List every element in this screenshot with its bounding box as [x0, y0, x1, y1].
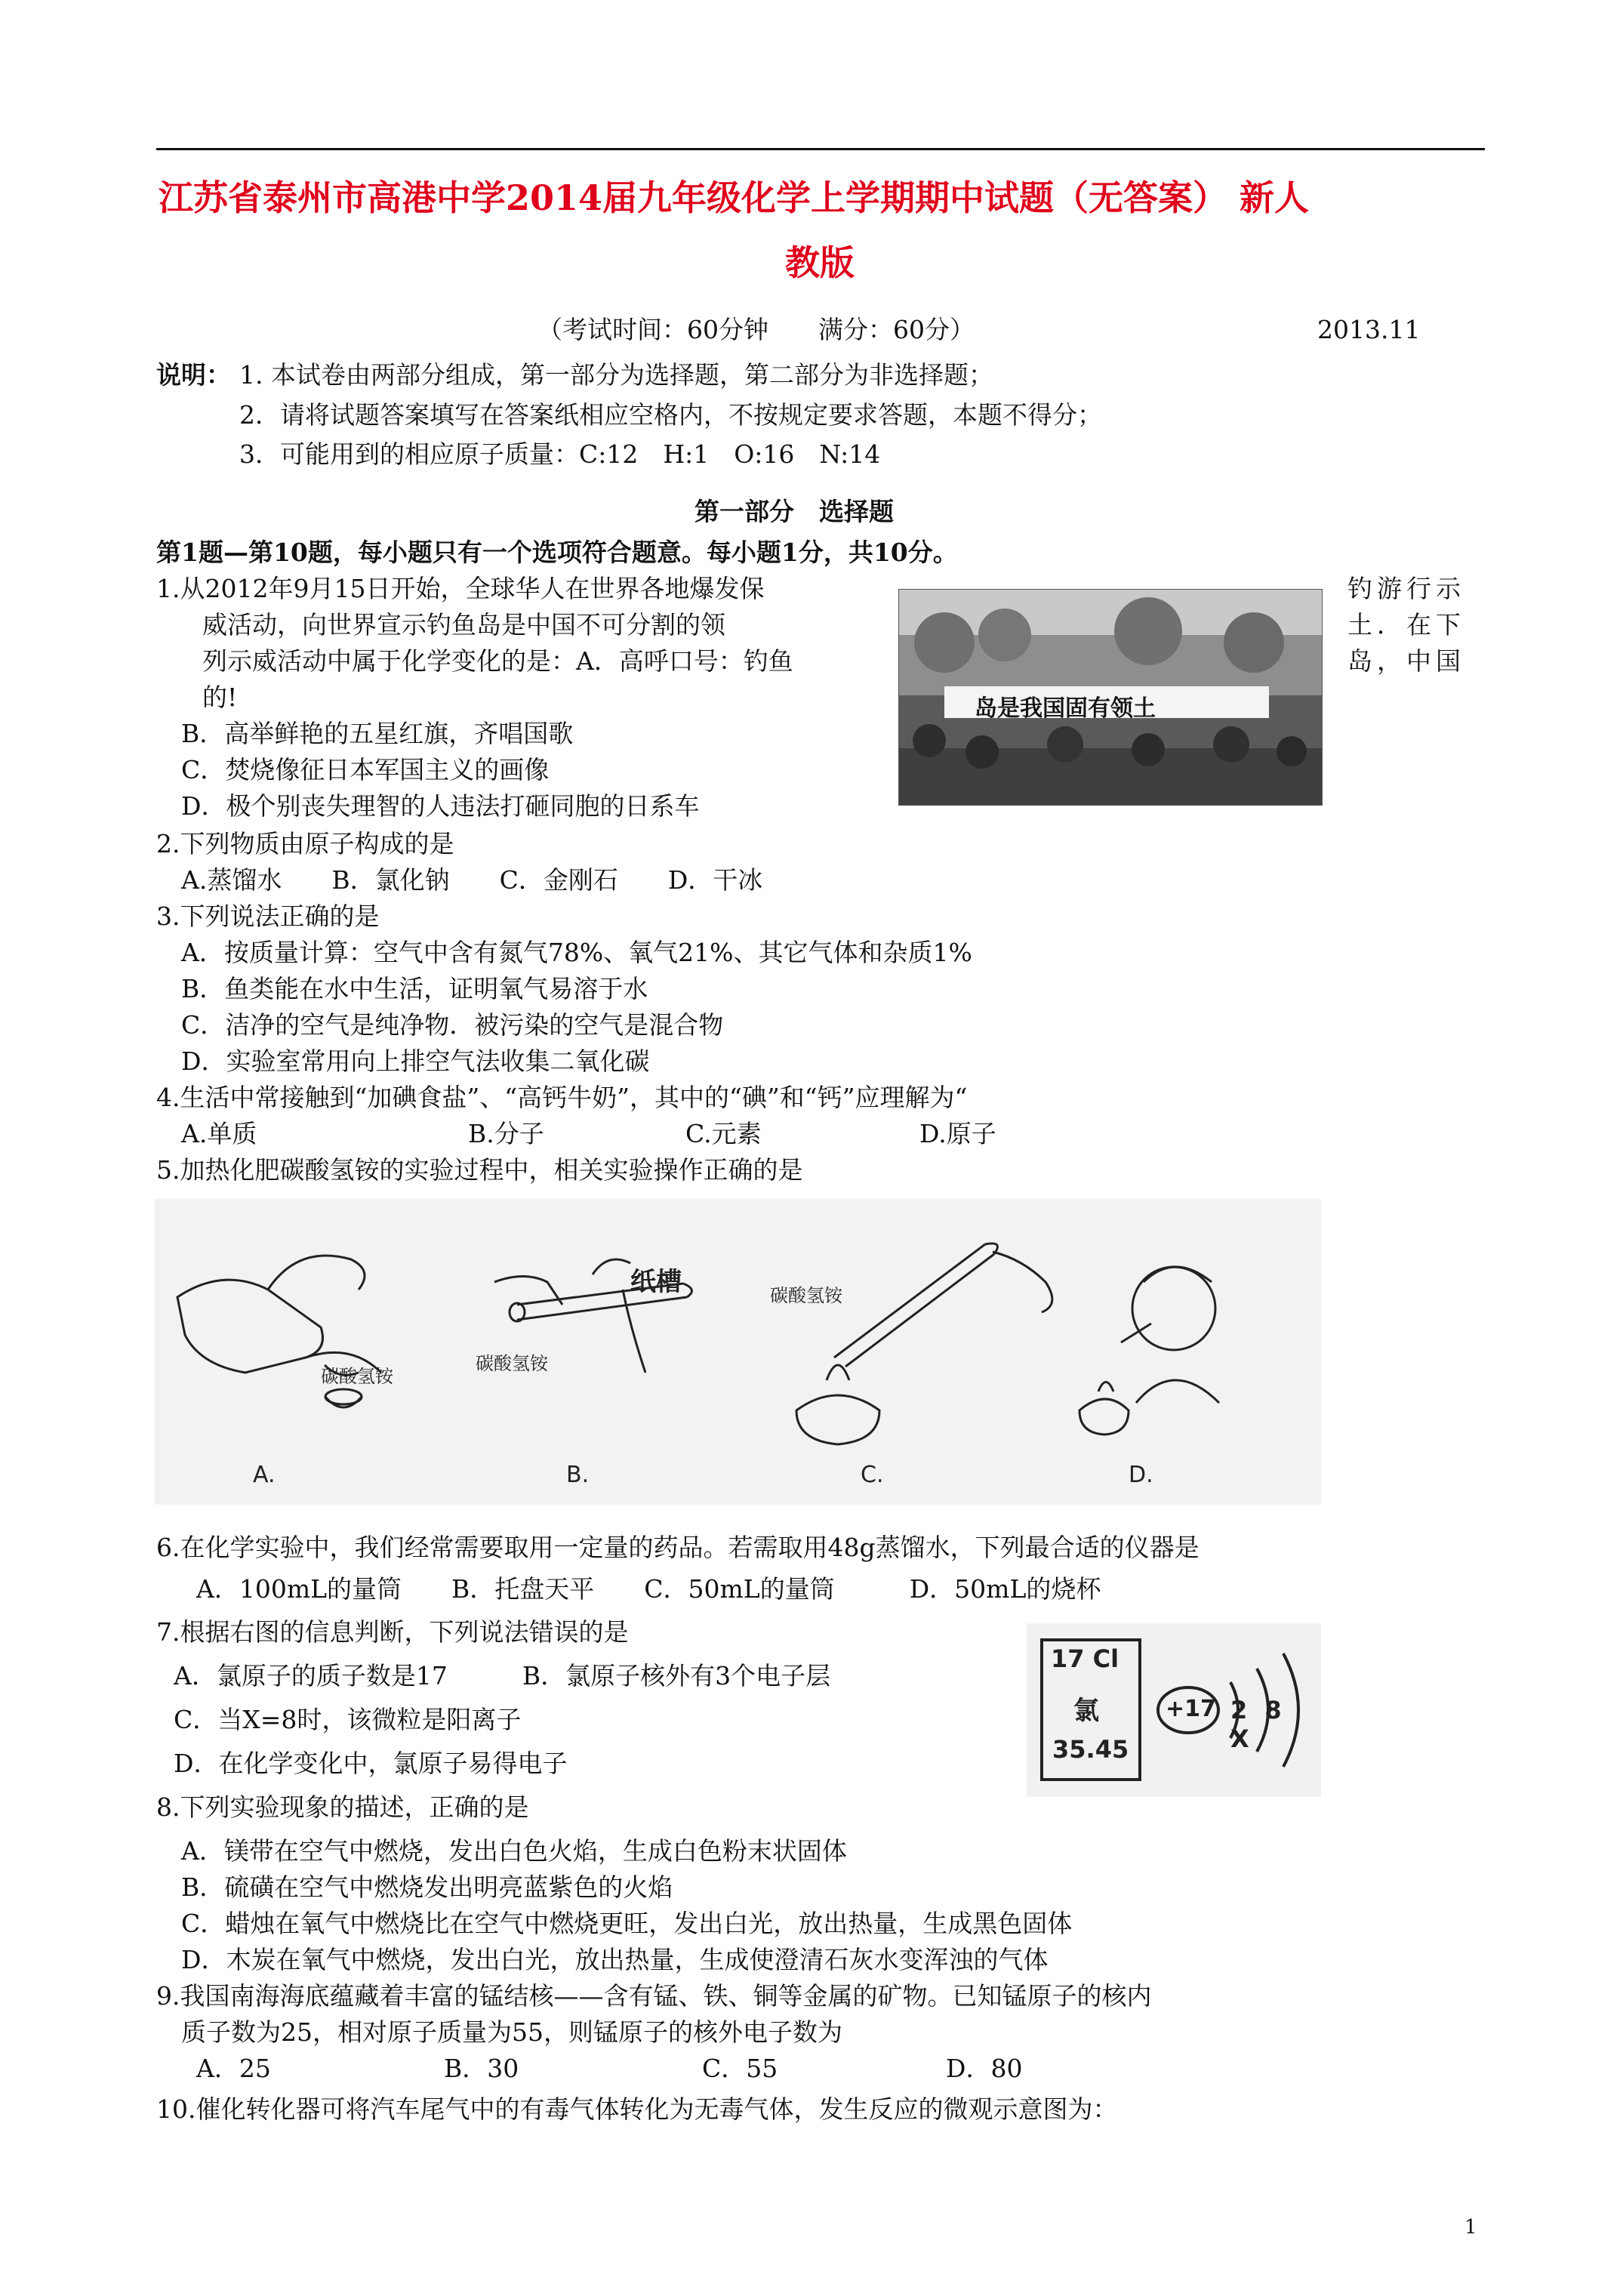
section-subtitle: 第1题—第10题，每小题只有一个选项符合题意。每小题1分，共10分。 — [156, 538, 958, 567]
q1-line2-right: 土．在下 — [1347, 610, 1465, 639]
page-title-line2: 教版 — [785, 242, 855, 283]
instruction-item-2: 2．请将试题答案填写在答案纸相应空格内，不按规定要求答题，本题不得分； — [239, 400, 1102, 430]
q4-option-c: C.元素 — [685, 1119, 762, 1148]
chlorine-shells: 2 8 X — [1230, 1696, 1286, 1753]
q8-option-d: D．木炭在氧气中燃烧，发出白光，放出热量，生成使澄清石灰水变浑浊的气体 — [181, 1945, 1049, 1974]
q6-stem: 6.在化学实验中，我们经常需要取用一定量的药品。若需取用48g蒸馏水，下列最合适的仪器是 — [156, 1533, 1200, 1562]
q5-fig-b-paper: 纸槽 — [630, 1267, 682, 1297]
q5-fig-b-ammonium: 碳酸氢铵 — [476, 1353, 548, 1374]
page-number: 1 — [1464, 2216, 1477, 2239]
q4-option-d: D.原子 — [919, 1119, 996, 1148]
chlorine-nucleus: +17 — [1166, 1696, 1216, 1722]
q9-line1: 9.我国南海海底蕴藏着丰富的锰结核——含有锰、铁、铜等金属的矿物。已知锰原子的核内 — [156, 1981, 1152, 2011]
chlorine-number-symbol: 17 Cl — [1051, 1644, 1119, 1673]
q4-option-b: B.分子 — [468, 1119, 544, 1148]
q5-apparatus-drawings — [155, 1199, 1321, 1505]
q1-line1-right: 钓游行示 — [1347, 574, 1465, 603]
chlorine-name: 氯 — [1073, 1696, 1099, 1726]
q1-option-b: B．高举鲜艳的五星红旗，齐唱国歌 — [181, 719, 574, 748]
q10-stem: 10.催化转化器可将汽车尾气中的有毒气体转化为无毒气体，发生反应的微观示意图为： — [156, 2094, 1118, 2124]
q1-line4: 的! — [202, 683, 238, 712]
instructions-label: 说明： — [156, 360, 231, 390]
exam-info: （考试时间：60分钟 满分：60分） — [537, 315, 975, 344]
q3-stem: 3.下列说法正确的是 — [156, 901, 380, 931]
page-title-line1: 江苏省泰州市高港中学2014届九年级化学上学期期中试题（无答案） 新人 — [159, 177, 1310, 218]
top-rule — [156, 148, 1485, 150]
q1-option-d: D．极个别丧失理智的人违法打砸同胞的日系车 — [181, 791, 700, 821]
section-title: 第一部分 选择题 — [694, 497, 894, 526]
q9-option-c: C．55 — [702, 2054, 778, 2083]
protest-banner-text: 岛是我国固有领土 — [975, 695, 1156, 722]
chlorine-mass: 35.45 — [1052, 1735, 1129, 1764]
q1-line3-right: 岛，中国 — [1347, 646, 1465, 676]
q3-option-a: A．按质量计算：空气中含有氮气78%、氧气21%、其它气体和杂质1% — [181, 938, 972, 967]
q7-stem: 7.根据右图的信息判断，下列说法错误的是 — [156, 1617, 629, 1647]
q5-fig-label-a: A. — [253, 1462, 276, 1488]
q8-option-b: B．硫磺在空气中燃烧发出明亮蓝紫色的火焰 — [181, 1872, 673, 1902]
chlorine-figure — [1027, 1623, 1321, 1797]
q5-fig-label-b: B. — [566, 1462, 590, 1488]
q7-options-ab: A．氯原子的质子数是17 B．氯原子核外有3个电子层 — [174, 1661, 831, 1690]
q5-fig-c-ammonium: 碳酸氢铵 — [770, 1285, 842, 1306]
q1-line2: 威活动，向世界宣示钓鱼岛是中国不可分割的领 — [202, 610, 725, 639]
q5-fig-label-d: D. — [1129, 1462, 1153, 1488]
q1-line3: 列示威活动中属于化学变化的是：A．高呼口号：钓鱼 — [202, 646, 793, 676]
q9-option-a: A．25 — [196, 2054, 271, 2083]
q8-stem: 8.下列实验现象的描述，正确的是 — [156, 1792, 529, 1822]
protest-photo — [898, 589, 1323, 806]
instruction-item-3: 3．可能用到的相应原子质量：C:12 H:1 O:16 N:14 — [239, 439, 881, 469]
q2-stem: 2.下列物质由原子构成的是 — [156, 829, 454, 858]
q9-option-d: D．80 — [946, 2054, 1023, 2083]
q5-fig-label-c: C. — [861, 1462, 884, 1488]
q5-fig-a-ammonium: 碳酸氢铵 — [321, 1366, 393, 1387]
q4-option-a: A.单质 — [181, 1119, 257, 1148]
q7-option-c: C．当X=8时，该微粒是阳离子 — [174, 1705, 522, 1734]
q1-option-c: C．焚烧像征日本军国主义的画像 — [181, 755, 550, 784]
q4-stem: 4.生活中常接触到“加碘食盐”、“高钙牛奶”，其中的“碘”和“钙”应理解为“ — [156, 1083, 968, 1112]
q9-option-b: B．30 — [444, 2054, 519, 2083]
q9-line2: 质子数为25，相对原子质量为55，则锰原子的核外电子数为 — [181, 2017, 842, 2047]
q6-options: A．100mL的量筒 B．托盘天平 C．50mL的量筒 D．50mL的烧杯 — [196, 1574, 1101, 1604]
q1-line1: 1.从2012年9月15日开始，全球华人在世界各地爆发保 — [156, 574, 765, 603]
q5-figure — [155, 1199, 1321, 1505]
q3-option-d: D．实验室常用向上排空气法收集二氧化碳 — [181, 1046, 650, 1076]
q7-option-d: D．在化学变化中，氯原子易得电子 — [174, 1749, 568, 1778]
instruction-item-1: 1. 本试卷由两部分组成，第一部分为选择题，第二部分为非选择题； — [239, 360, 993, 390]
q2-options: A.蒸馏水 B．氯化钠 C．金刚石 D．干冰 — [181, 865, 763, 895]
q8-option-a: A．镁带在空气中燃烧，发出白色火焰，生成白色粉末状固体 — [181, 1836, 847, 1866]
exam-date: 2013.11 — [1317, 315, 1421, 344]
q3-option-b: B．鱼类能在水中生活，证明氧气易溶于水 — [181, 974, 648, 1003]
q5-stem: 5.加热化肥碳酸氢铵的实验过程中，相关实验操作正确的是 — [156, 1155, 803, 1185]
q8-option-c: C．蜡烛在氧气中燃烧比在空气中燃烧更旺，发出白光，放出热量，生成黑色固体 — [181, 1909, 1073, 1938]
q3-option-c: C．洁净的空气是纯净物．被污染的空气是混合物 — [181, 1010, 724, 1040]
